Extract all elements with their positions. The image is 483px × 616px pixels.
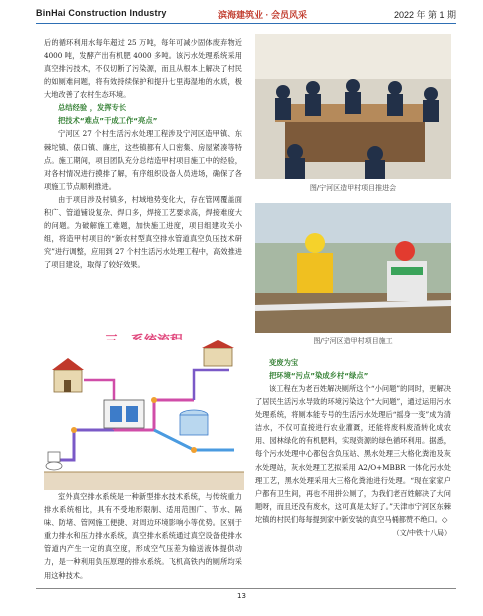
issue-label: 2022 年 第 1 期 bbox=[393, 10, 456, 20]
photo-caption: 图/宁河区造甲村项目推进会 bbox=[309, 184, 397, 192]
journal-name-en: BinHai Construction Industry bbox=[36, 8, 167, 18]
footer-rule bbox=[36, 588, 456, 589]
subheading: 总结经验 ，发挥专长 bbox=[58, 103, 127, 113]
valve-icon bbox=[191, 447, 197, 453]
author-credit: （文/中铁十八局） bbox=[392, 529, 451, 538]
subheading: 把环境“污点”染成乡村“绿点” bbox=[269, 371, 369, 380]
right-column-text bbox=[255, 356, 451, 538]
header-rule bbox=[36, 23, 456, 24]
paragraph: 该工程在为老百姓解决厕所这个“小问题”的同时，更解决了居民生活污水导致的环境污染这个“大问题”，通过运用污水处理系统，将厕本能专号的生活污水处理后“摇身一变”成为清洁水，不仅可直接进行农业灌溉，还能将废料废渣转化成农用、园林绿化的有机肥料，实现资源的绿色循环利用。据悉，每个污水处理中心都包含负压站、黑水处理三大格化粪池及灰水处理站，灰水处理工艺拟采用 A2/O+MBBR 一体化污水处理工艺，黑水处理采用大三格化粪池进行处理。“现在家家户户都有卫生间，再也不用拼公厕了，为我们老百姓解决了大问题呀，而且还没有废水，这可真是太好了。”天津市宁河区东棘坨镇的村民们每每提到家中新安装的真空马桶都赞不绝口。◇ bbox=[255, 384, 451, 524]
meeting-photo bbox=[255, 34, 451, 179]
toilet-icon bbox=[46, 452, 62, 470]
left-column bbox=[44, 36, 242, 272]
photo-caption: 图/宁河区造甲村项目施工 bbox=[313, 337, 393, 345]
left-column-bottom bbox=[44, 490, 242, 582]
system-flow-diagram bbox=[44, 340, 244, 490]
subheading: 变废为宝 bbox=[269, 358, 299, 367]
valve-icon bbox=[151, 397, 157, 403]
paragraph: 宁河区 27 个村生活污水处理工程涉及宁河区造甲镇、东棘坨镇、俵口镇、廉庄，这些镇都有人口密集、房屋紧凑等特点。施工期间，项目团队充分总结造甲村项目施工中的经验，对各村情况进行摸排了解，有序组织设备人员进场，确保了各项施工节点顺利推进。 bbox=[44, 129, 242, 191]
vacuum-station-icon bbox=[104, 400, 144, 428]
treatment-tank-icon bbox=[180, 410, 208, 435]
journal-section: 滨海建筑业 · 会员风采 bbox=[218, 10, 307, 20]
subheading: 把技术“难点”干成工作“亮点” bbox=[58, 116, 158, 126]
page-number: 13 bbox=[237, 592, 246, 600]
paragraph: 室外真空排水系统是一种新型排水技术系统，与传统重力排水系统相比，具有不受地形限制、适用范围广、节水、隔味、防堵、管网施工便捷、对周边环境影响小等优势。区别于重力排水和压力排水系统，真空排水系统通过真空设备使排水管道内产生一定的真空度，形成空气压差为输送液体提供动力，是一种利用负压原理的排水系统。飞机高铁内的厕所均采用这种技术。 bbox=[44, 492, 242, 580]
valve-icon bbox=[71, 427, 77, 433]
paragraph: 由于项目涉及村镇多，村域地势变化大，存在管网覆盖面积广、管道铺设复杂、焊口多，焊接工艺要求高，焊接难度大的问题。为破解施工难题，加快施工进度，项目组建攻关小组，将造甲村项目的“新农村型真空排水管道真空负压技术研究”进行调整，应用到 27 个村生活污水处理工程中，高效推进了项目建设，取得了较好效果。 bbox=[44, 194, 242, 270]
paragraph: 后的循环利用水每年超过 25 万吨，每年可减少固体废弃物近 4000 吨，发酵产出有机肥 4000 多吨。该污水处理系统采用真空排污技术，不仅切断了污染源，而且从根本上解决了村民的如厕难问题，将有效持续保护和提升七里海湿地的水质，极大地改善了农村生态环境。 bbox=[44, 38, 242, 100]
page-header bbox=[36, 6, 456, 22]
construction-photo bbox=[255, 203, 451, 333]
